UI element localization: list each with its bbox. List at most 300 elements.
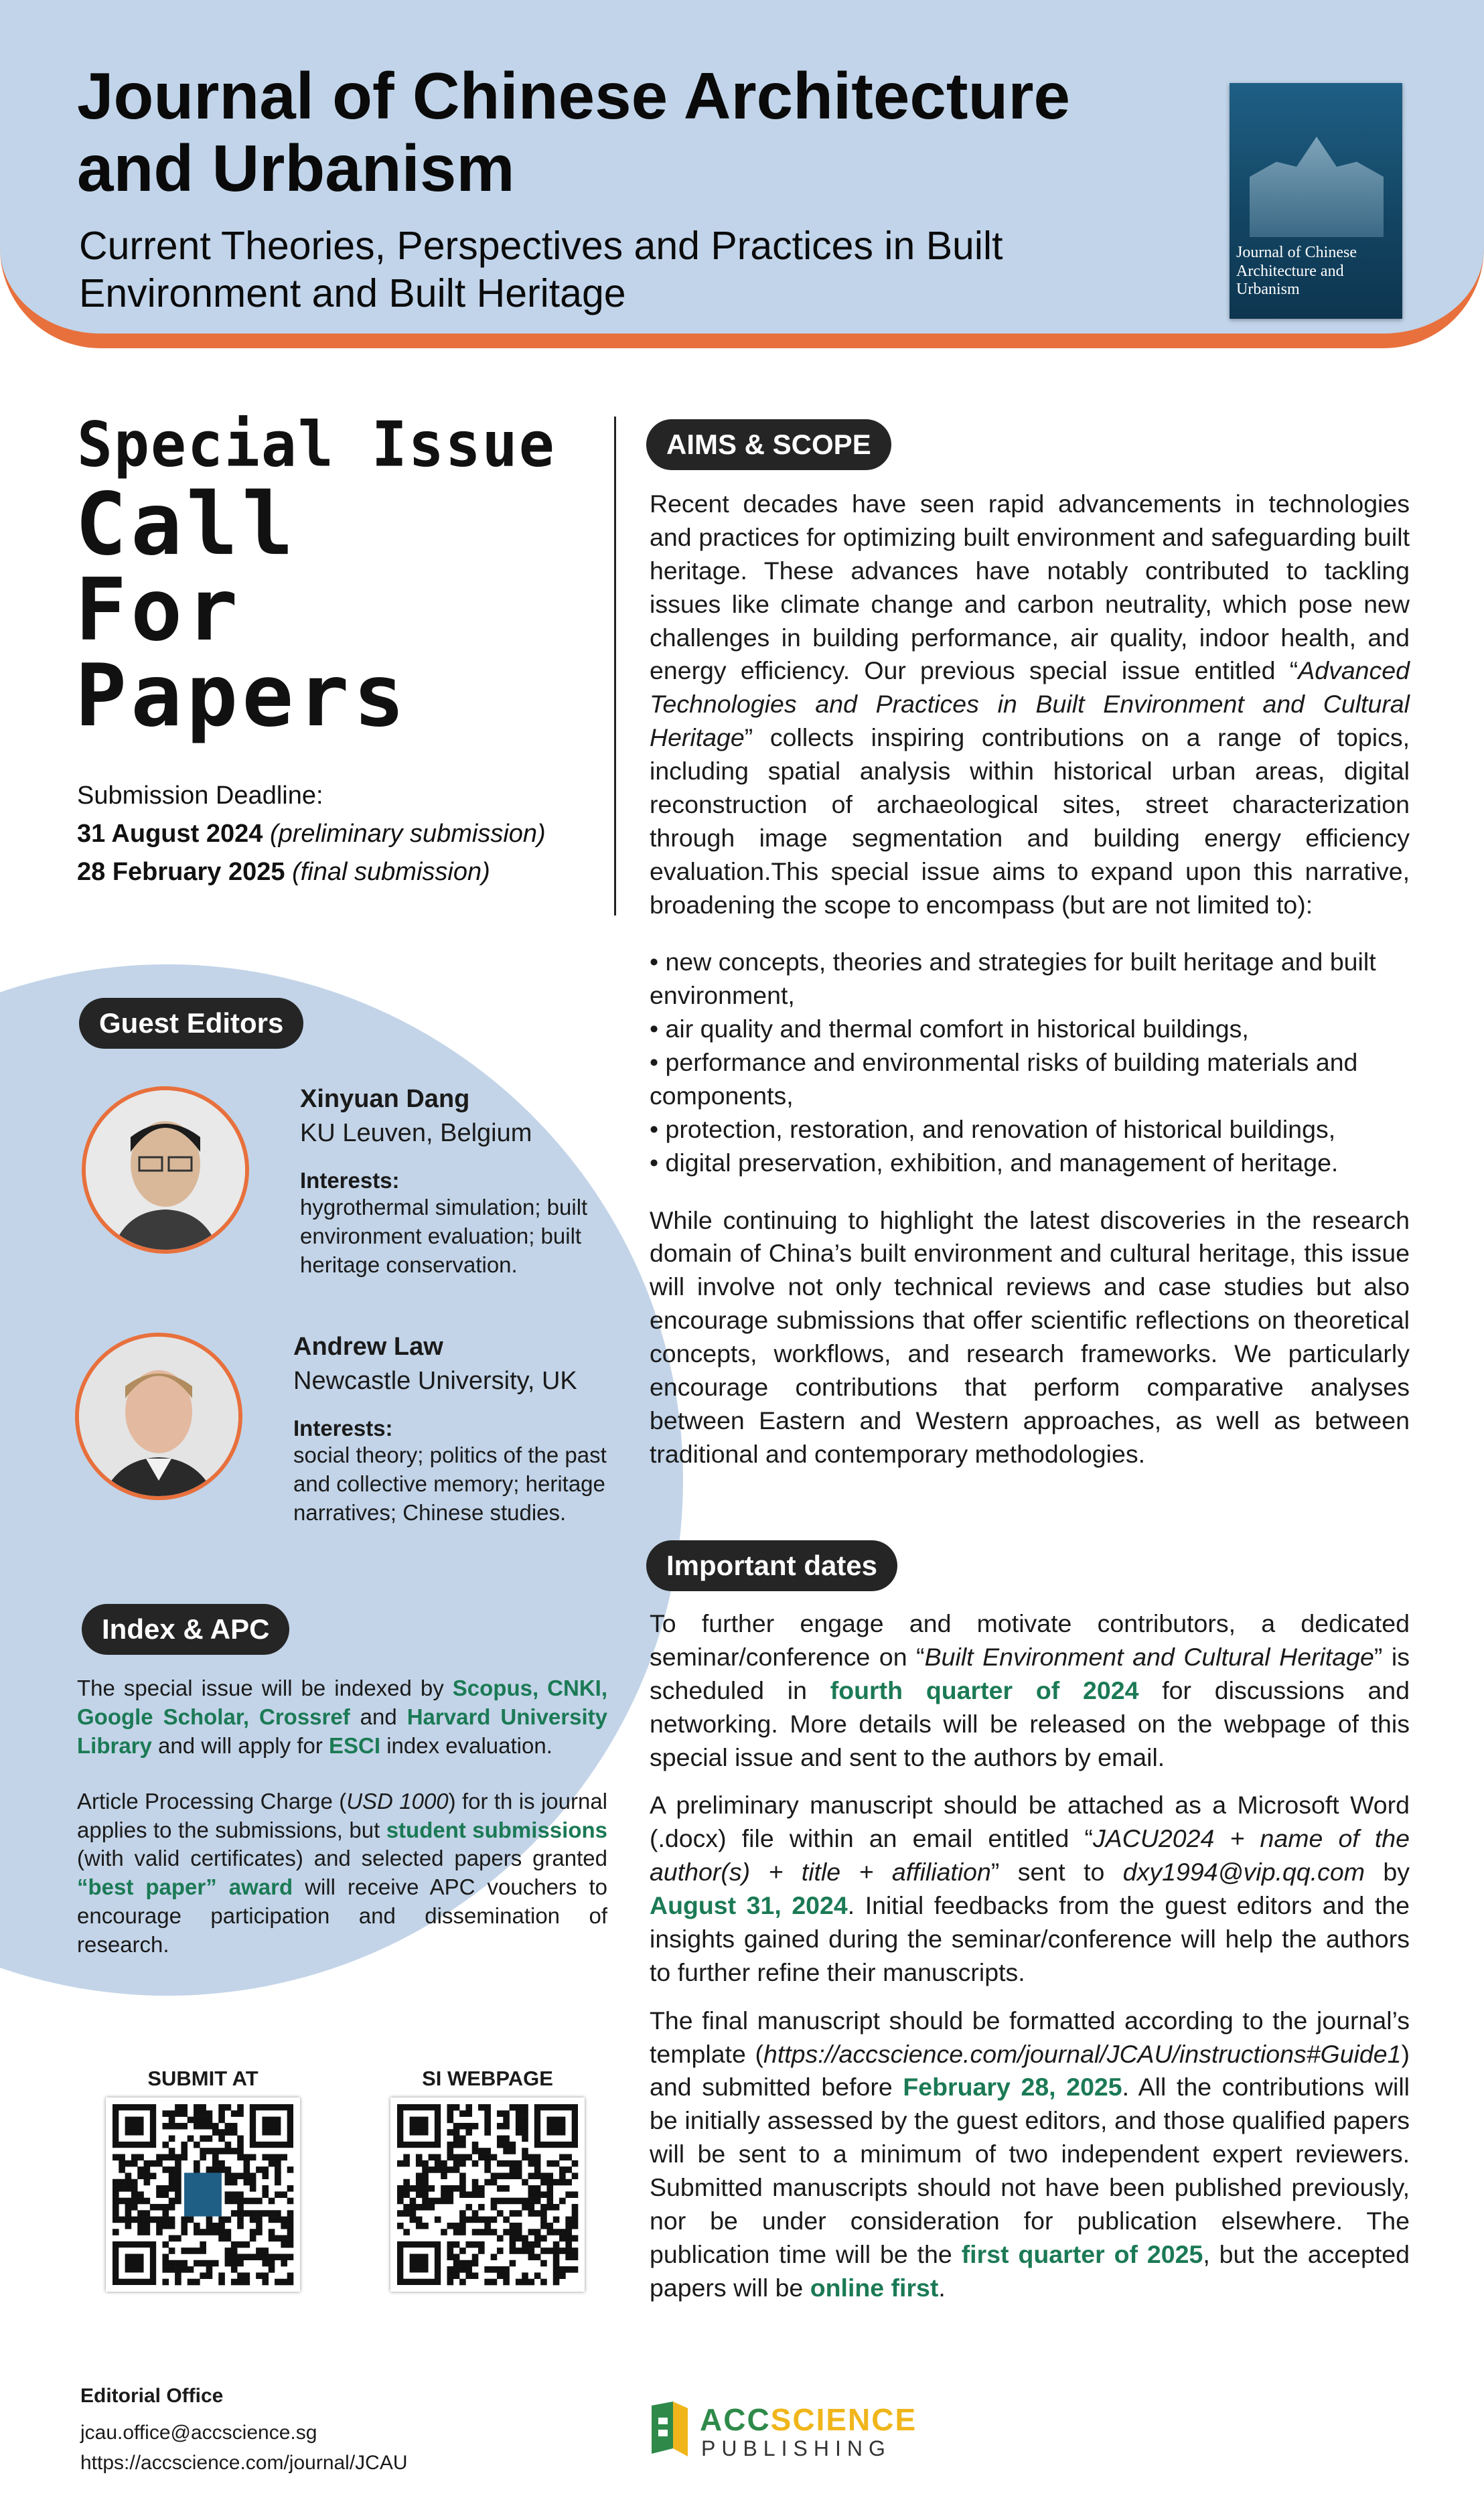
qr-module: [113, 2217, 119, 2223]
editor2-interests-label: Interests:: [293, 1416, 393, 1441]
qr-module: [510, 2235, 516, 2242]
qr-module: [516, 2279, 522, 2286]
list-item: • performance and environmental risks of building materials and components,: [650, 1048, 1358, 1110]
qr-module: [169, 2260, 175, 2267]
qr-module: [237, 2104, 244, 2111]
qr-module: [269, 2260, 275, 2267]
qr-module: [256, 2223, 263, 2229]
qr-module: [212, 2123, 219, 2130]
qr-module: [546, 2204, 553, 2211]
qr-module: [510, 2241, 516, 2248]
qr-module: [497, 2235, 504, 2242]
qr-module: [491, 2254, 498, 2260]
qr-module: [225, 2129, 232, 2136]
qr-module: [218, 2148, 225, 2154]
qr-module: [453, 2160, 460, 2167]
qr-module: [200, 2104, 206, 2111]
qr-module: [472, 2217, 479, 2223]
qr-module: [206, 2117, 213, 2124]
list-item: • protection, restoration, and renovation of historical buildings,: [650, 1114, 1336, 1143]
apc-paragraph: Article Processing Charge (USD 1000) for th is journal applies to the submissions, but student submissions (with valid certificates) and selected papers granted “best paper” award will receive APC vouchers to encourage participation and dissemination of research.: [77, 1788, 608, 1958]
qr-module: [447, 2279, 453, 2286]
qr-module: [484, 2223, 491, 2229]
qr-module: [244, 2279, 250, 2286]
qr-module: [156, 2229, 163, 2235]
qr-module: [225, 2254, 232, 2260]
qr-module: [459, 2229, 466, 2235]
qr-module: [465, 2260, 472, 2267]
office-email[interactable]: jcau.office@accscience.sg: [80, 2422, 317, 2444]
qr-module: [231, 2279, 238, 2286]
qr-module: [231, 2110, 238, 2117]
qr-module: [244, 2254, 250, 2260]
qr-module: [206, 2110, 213, 2117]
qr-module: [510, 2142, 516, 2148]
qr-module: [144, 2223, 151, 2229]
qr-module: [459, 2154, 466, 2160]
qr-module: [484, 2154, 491, 2160]
qr-module: [175, 2154, 181, 2160]
qr-module: [447, 2110, 453, 2117]
qr-module: [169, 2136, 175, 2142]
qr-module: [459, 2160, 466, 2167]
qr-module: [237, 2136, 244, 2142]
qr-module: [150, 2217, 157, 2223]
qr-module: [559, 2229, 566, 2235]
qr-module: [169, 2123, 175, 2130]
qr-module: [275, 2160, 281, 2167]
qr-module: [113, 2185, 119, 2192]
qr-module: [225, 2123, 232, 2130]
qr-module: [553, 2160, 560, 2167]
qr-module: [181, 2223, 188, 2229]
qr-module: [225, 2217, 232, 2223]
qr-module: [181, 2217, 188, 2223]
qr-module: [453, 2123, 460, 2130]
qr-module: [546, 2172, 553, 2179]
qr-module: [156, 2217, 163, 2223]
qr-module: [262, 2279, 269, 2286]
aims-scope-text: [650, 488, 1410, 1471]
qr-module: [181, 2229, 188, 2235]
qr-module: [516, 2129, 522, 2136]
qr-module: [175, 2260, 181, 2267]
qr-module: [397, 2185, 404, 2192]
qr-module: [231, 2172, 238, 2179]
qr-module: [459, 2223, 466, 2229]
si-webpage-label: SI WEBPAGE: [422, 2067, 553, 2090]
qr-module: [459, 2266, 466, 2273]
qr-module: [250, 2172, 256, 2179]
qr-module: [287, 2241, 294, 2248]
qr-module: [503, 2272, 510, 2279]
qr-module: [188, 2266, 194, 2273]
qr-module: [534, 2254, 541, 2260]
qr-module: [397, 2210, 404, 2217]
qr-module: [281, 2260, 287, 2267]
qr-module: [491, 2198, 498, 2205]
qr-module: [441, 2185, 447, 2192]
qr-module: [522, 2104, 528, 2111]
submit-qr-code[interactable]: [106, 2097, 300, 2292]
qr-module: [540, 2179, 547, 2186]
editorial-office: [80, 2381, 408, 2478]
qr-module: [491, 2217, 498, 2223]
qr-module: [435, 2160, 441, 2167]
qr-module: [231, 2266, 238, 2273]
qr-module: [244, 2241, 250, 2248]
qr-module: [275, 2191, 281, 2198]
qr-module: [212, 2129, 219, 2136]
qr-module: [553, 2179, 560, 2186]
qr-module: [218, 2223, 225, 2229]
qr-module: [212, 2229, 219, 2235]
qr-module: [522, 2247, 528, 2254]
qr-module: [516, 2110, 522, 2117]
qr-module: [465, 2123, 472, 2130]
qr-module: [162, 2185, 169, 2192]
qr-module: [572, 2235, 579, 2242]
qr-module: [113, 2210, 119, 2217]
qr-module: [113, 2179, 119, 2186]
qr-module: [244, 2154, 250, 2160]
qr-module: [287, 2185, 294, 2192]
qr-module: [459, 2123, 466, 2130]
qr-module: [540, 2217, 547, 2223]
qr-module: [275, 2154, 281, 2160]
qr-module: [125, 2172, 132, 2179]
qr-module: [162, 2217, 169, 2223]
qr-module: [250, 2179, 256, 2186]
qr-module: [194, 2142, 200, 2148]
qr-module: [287, 2279, 294, 2286]
cover-title: Journal of Chinese Architecture and Urbanism: [1236, 244, 1357, 299]
qr-module: [453, 2142, 460, 2148]
list-item: • digital preservation, exhibition, and management of heritage.: [650, 1148, 1339, 1177]
qr-module: [422, 2204, 429, 2211]
qr-module: [484, 2266, 491, 2273]
journal-url[interactable]: https://accscience.com/journal/JCAU: [80, 2452, 408, 2474]
qr-module: [237, 2148, 244, 2154]
qr-module: [287, 2272, 294, 2279]
qr-module: [565, 2241, 572, 2248]
qr-module: [546, 2223, 553, 2229]
qr-module: [534, 2210, 541, 2217]
qr-module: [447, 2247, 453, 2254]
qr-module: [528, 2185, 535, 2192]
qr-module: [225, 2235, 232, 2242]
qr-finder: [125, 2254, 144, 2272]
qr-module: [559, 2272, 566, 2279]
qr-module: [287, 2217, 294, 2223]
qr-module: [119, 2166, 125, 2173]
qr-module: [131, 2160, 138, 2167]
qr-module: [256, 2210, 263, 2217]
qr-module: [522, 2148, 528, 2154]
qr-module: [169, 2179, 175, 2186]
qr-module: [528, 2160, 535, 2167]
qr-module: [200, 2148, 206, 2154]
qr-module: [119, 2179, 125, 2186]
qr-module: [194, 2260, 200, 2267]
qr-module: [497, 2198, 504, 2205]
qr-module: [169, 2172, 175, 2179]
index-paragraph: The special issue will be indexed by Scopus, CNKI, Google Scholar, Crossref and Harvard University Library and will apply for ESCI index evaluation.: [77, 1676, 607, 1758]
qr-module: [453, 2260, 460, 2267]
dates-paragraph-1: To further engage and motivate contributors, a dedicated seminar/conference on “Built Environment and Cultural Heritage” is scheduled in fourth quarter of 2024 for discussions and networking. More details will be released on the webpage of this special issue and sent to the authors by email.: [650, 1609, 1410, 1771]
qr-module: [162, 2210, 169, 2217]
qr-module: [478, 2154, 485, 2160]
qr-module: [225, 2166, 232, 2173]
qr-module: [510, 2172, 516, 2179]
qr-module: [484, 2179, 491, 2186]
qr-module: [447, 2191, 453, 2198]
qr-module: [553, 2266, 560, 2273]
qr-module: [503, 2136, 510, 2142]
qr-module: [540, 2223, 547, 2229]
qr-module: [218, 2110, 225, 2117]
qr-module: [447, 2148, 453, 2154]
qr-module: [459, 2191, 466, 2198]
qr-module: [287, 2254, 294, 2260]
qr-module: [553, 2247, 560, 2254]
qr-module: [491, 2179, 498, 2186]
qr-module: [447, 2223, 453, 2229]
qr-module: [275, 2279, 281, 2286]
qr-module: [237, 2154, 244, 2160]
qr-module: [281, 2191, 287, 2198]
qr-module: [244, 2210, 250, 2217]
qr-module: [231, 2129, 238, 2136]
qr-module: [169, 2154, 175, 2160]
column-divider: [614, 417, 616, 915]
qr-module: [553, 2204, 560, 2211]
aims-bullet-list: [650, 946, 1410, 1179]
qr-module: [113, 2154, 119, 2160]
qr-module: [528, 2204, 535, 2211]
qr-logo: [184, 2172, 222, 2216]
qr-module: [125, 2185, 132, 2192]
qr-module: [441, 2166, 447, 2173]
submit-at-label: SUBMIT AT: [147, 2067, 258, 2090]
qr-module: [287, 2166, 294, 2173]
qr-module: [269, 2217, 275, 2223]
qr-module: [231, 2148, 238, 2154]
qr-module: [206, 2217, 213, 2223]
qr-module: [497, 2136, 504, 2142]
qr-module: [522, 2241, 528, 2248]
qr-module: [125, 2217, 132, 2223]
qr-module: [503, 2123, 510, 2130]
qr-module: [459, 2142, 466, 2148]
qr-module: [218, 2160, 225, 2167]
qr-module: [503, 2172, 510, 2179]
qr-module: [435, 2198, 441, 2205]
index-apc-label: Index & APC: [82, 1604, 289, 1655]
qr-module: [281, 2254, 287, 2260]
qr-module: [516, 2229, 522, 2235]
qr-module: [478, 2217, 485, 2223]
qr-module: [472, 2179, 479, 2186]
qr-module: [528, 2154, 535, 2160]
qr-module: [559, 2247, 566, 2254]
qr-module: [472, 2142, 479, 2148]
qr-module: [175, 2191, 181, 2198]
qr-module: [200, 2110, 206, 2117]
qr-module: [206, 2223, 213, 2229]
qr-module: [403, 2185, 410, 2192]
qr-module: [131, 2217, 138, 2223]
qr-module: [534, 2160, 541, 2167]
qr-module: [188, 2279, 194, 2286]
qr-module: [181, 2154, 188, 2160]
qr-module: [484, 2148, 491, 2154]
qr-module: [410, 2198, 417, 2205]
qr-module: [484, 2104, 491, 2111]
dates-paragraph-3: The final manuscript should be formatted according to the journal’s template (https://accscience.com/journal/JCAU/instructions#Guide1) and submitted before February 28, 2025. All the contributions will be initially assessed by the guest editors, and those qualified papers will be sent to a minimum of two independent expert reviewers. Submitted manuscripts should not have been published previously, nor be under consideration for publication elsewhere. The publication time will be the first quarter of 2025, but the accepted papers will be online first.: [650, 2006, 1410, 2302]
qr-module: [262, 2272, 269, 2279]
qr-module: [237, 2210, 244, 2217]
qr-module: [144, 2217, 151, 2223]
qr-module: [510, 2198, 516, 2205]
qr-module: [497, 2266, 504, 2273]
qr-module: [459, 2172, 466, 2179]
qr-module: [453, 2229, 460, 2235]
qr-module: [528, 2229, 535, 2235]
qr-module: [516, 2104, 522, 2111]
qr-module: [181, 2148, 188, 2154]
qr-module: [516, 2166, 522, 2173]
qr-module: [565, 2223, 572, 2229]
qr-module: [131, 2154, 138, 2160]
qr-module: [572, 2223, 579, 2229]
qr-module: [162, 2260, 169, 2267]
qr-module: [181, 2247, 188, 2254]
qr-module: [218, 2279, 225, 2286]
qr-module: [453, 2254, 460, 2260]
qr-module: [225, 2260, 232, 2267]
qr-module: [453, 2266, 460, 2273]
qr-module: [137, 2172, 144, 2179]
qr-module: [212, 2154, 219, 2160]
qr-module: [484, 2279, 491, 2286]
qr-module: [212, 2166, 219, 2173]
qr-module: [572, 2204, 579, 2211]
qr-module: [269, 2198, 275, 2205]
qr-module: [125, 2223, 132, 2229]
qr-module: [522, 2154, 528, 2160]
qr-module: [540, 2247, 547, 2254]
qr-module: [250, 2254, 256, 2260]
qr-module: [250, 2185, 256, 2192]
qr-finder: [262, 2117, 281, 2136]
qr-module: [522, 2198, 528, 2205]
qr-module: [565, 2247, 572, 2254]
qr-module: [250, 2198, 256, 2205]
qr-module: [181, 2104, 188, 2111]
qr-module: [250, 2210, 256, 2217]
qr-module: [534, 2241, 541, 2248]
qr-module: [553, 2279, 560, 2286]
qr-module: [125, 2179, 132, 2186]
qr-module: [441, 2172, 447, 2179]
qr-module: [162, 2142, 169, 2148]
qr-module: [175, 2272, 181, 2279]
qr-module: [262, 2172, 269, 2179]
qr-module: [131, 2204, 138, 2211]
qr-module: [510, 2260, 516, 2267]
qr-module: [453, 2129, 460, 2136]
qr-module: [144, 2179, 151, 2186]
qr-module: [225, 2198, 232, 2205]
qr-module: [225, 2148, 232, 2154]
qr-module: [472, 2241, 479, 2248]
qr-module: [497, 2210, 504, 2217]
qr-module: [510, 2160, 516, 2167]
qr-module: [144, 2210, 151, 2217]
qr-module: [528, 2247, 535, 2254]
journal-title: Journal of Chinese Architecture and Urbanism: [77, 59, 1071, 205]
qr-module: [281, 2279, 287, 2286]
qr-module: [540, 2191, 547, 2198]
qr-module: [416, 2217, 423, 2223]
qr-module: [459, 2136, 466, 2142]
qr-module: [237, 2254, 244, 2260]
special-issue-heading: Special Issue: [77, 408, 556, 481]
qr-module: [156, 2204, 163, 2211]
qr-module: [522, 2129, 528, 2136]
qr-module: [231, 2191, 238, 2198]
qr-module: [237, 2204, 244, 2211]
webpage-qr-code[interactable]: [390, 2097, 585, 2292]
editor2-interests: social theory; politics of the past and collective memory; heritage narratives; Chinese studies.: [293, 1443, 607, 1525]
qr-module: [244, 2160, 250, 2167]
qr-module: [231, 2210, 238, 2217]
qr-module: [188, 2136, 194, 2142]
editor2-affiliation: Newcastle University, UK: [293, 1367, 577, 1395]
qr-module: [465, 2272, 472, 2279]
qr-module: [200, 2117, 206, 2124]
journal-cover-image: [1230, 83, 1402, 319]
qr-module: [162, 2223, 169, 2229]
qr-module: [453, 2154, 460, 2160]
qr-module: [231, 2123, 238, 2130]
qr-module: [175, 2198, 181, 2205]
qr-module: [237, 2223, 244, 2229]
qr-module: [540, 2260, 547, 2267]
qr-module: [403, 2191, 410, 2198]
qr-module: [237, 2198, 244, 2205]
qr-module: [237, 2191, 244, 2198]
qr-module: [281, 2217, 287, 2223]
qr-module: [169, 2217, 175, 2223]
qr-module: [212, 2148, 219, 2154]
qr-module: [200, 2123, 206, 2130]
qr-module: [546, 2185, 553, 2192]
qr-module: [403, 2154, 410, 2160]
qr-module: [231, 2260, 238, 2267]
qr-module: [225, 2229, 232, 2235]
qr-module: [113, 2198, 119, 2205]
qr-module: [206, 2148, 213, 2154]
qr-module: [572, 2191, 579, 2198]
qr-module: [572, 2160, 579, 2167]
qr-module: [503, 2160, 510, 2167]
important-dates-text: [650, 1607, 1410, 2305]
qr-module: [188, 2217, 194, 2223]
aims-paragraph-2: While continuing to highlight the latest discoveries in the research domain of China’s built environment and cultural heritage, this issue will involve not only technical reviews and case studies but also encourage submissions that offer scientific reflections on theoretical concepts, workflows, and research frameworks. We particularly encourage contributions that perform comparative analyses between Eastern and Western approaches, as well as between traditional and contemporary methodologies.: [650, 1205, 1410, 1468]
qr-module: [516, 2117, 522, 2124]
